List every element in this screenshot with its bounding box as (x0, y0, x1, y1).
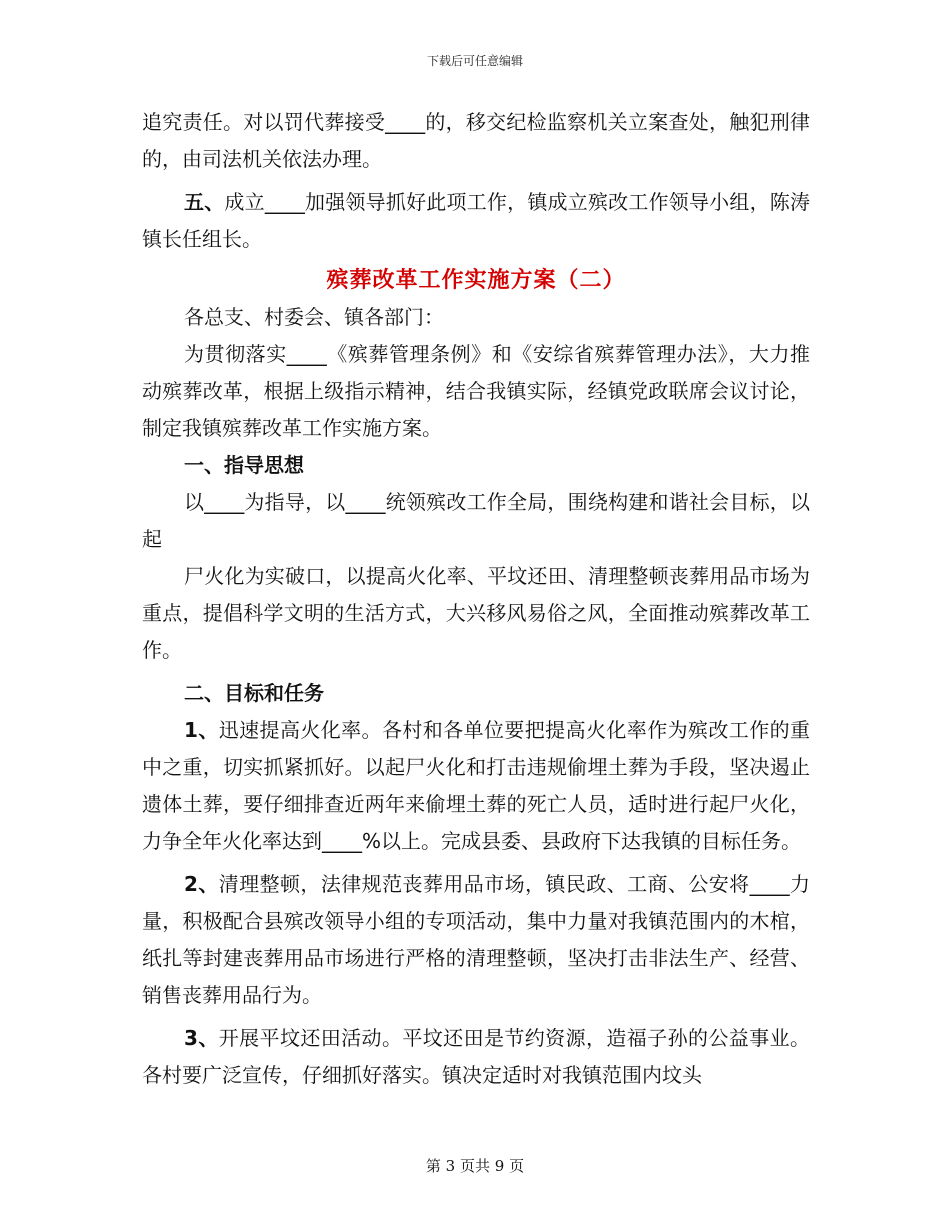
page-header: 下载后可任意编辑 (426, 54, 523, 68)
document-title: 殡葬改革工作实施方案（二） (326, 268, 626, 293)
paragraph (142, 712, 810, 860)
section-number: 五、 (184, 190, 225, 214)
item-number: 1、 (184, 718, 219, 742)
paragraph (142, 1020, 810, 1094)
item-number: 2、 (184, 872, 219, 896)
paragraph-text: 开展平坟还田活动。平坟还田是节约资源，造福子孙的公益事业。各村要广泛宣传，仔细抓好落实。镇决定适时对我镇范围内坟头 (142, 1026, 811, 1087)
section-heading: 一、指导思想 (184, 453, 304, 477)
section-heading: 二、目标和任务 (184, 681, 324, 705)
page-footer: 第 3 页共 9 页 (425, 1157, 525, 1175)
paragraph (142, 184, 810, 258)
paragraph: 尸火化为实破口，以提高火化率、平坟还田、清理整顿丧葬用品市场为重点，提倡科学文明的生活方式，大兴移风易俗之风，全面推动殡葬改革工作。 (142, 564, 810, 662)
paragraph: 为贯彻落实____《殡葬管理条例》和《安综省殡葬管理办法》，大力推动殡葬改革，根据上级指示精神，结合我镇实际，经镇党政联席会议讨论，制定我镇殡葬改革工作实施方案。 (142, 342, 810, 440)
salutation: 各总支、村委会、镇各部门： (184, 305, 444, 329)
item-number: 3、 (184, 1026, 219, 1050)
paragraph-text: 成立____加强领导抓好此项工作，镇成立殡改工作领导小组，陈涛镇长任组长。 (142, 190, 811, 251)
document-body (142, 104, 810, 1094)
paragraph: 追究责任。对以罚代葬接受____的，移交纪检监察机关立案查处，触犯刑律的，由司法机关依法办理。 (142, 110, 810, 171)
paragraph-text: 清理整顿，法律规范丧葬用品市场，镇民政、工商、公安将____力量，积极配合县殡改领导小组的专项活动，集中力量对我镇范围内的木棺，纸扎等封建丧葬用品市场进行严格的清理整顿，坚决打击非法生产、经营、销售丧葬用品行为。 (142, 872, 810, 1007)
paragraph-text: 迅速提高火化率。各村和各单位要把提高火化率作为殡改工作的重中之重，切实抓紧抓好。以起尸火化和打击违规偷埋土葬为手段，坚决遏止遗体土葬，要仔细排查近两年来偷埋土葬的死亡人员，适时进行起尸火化，力争全年火化率达到____%以上。完成县委、县政府下达我镇的目标任务。 (142, 718, 811, 853)
paragraph (142, 866, 810, 1014)
paragraph: 以____为指导，以____统领殡改工作全局，围绕构建和谐社会目标，以起 (142, 490, 810, 551)
